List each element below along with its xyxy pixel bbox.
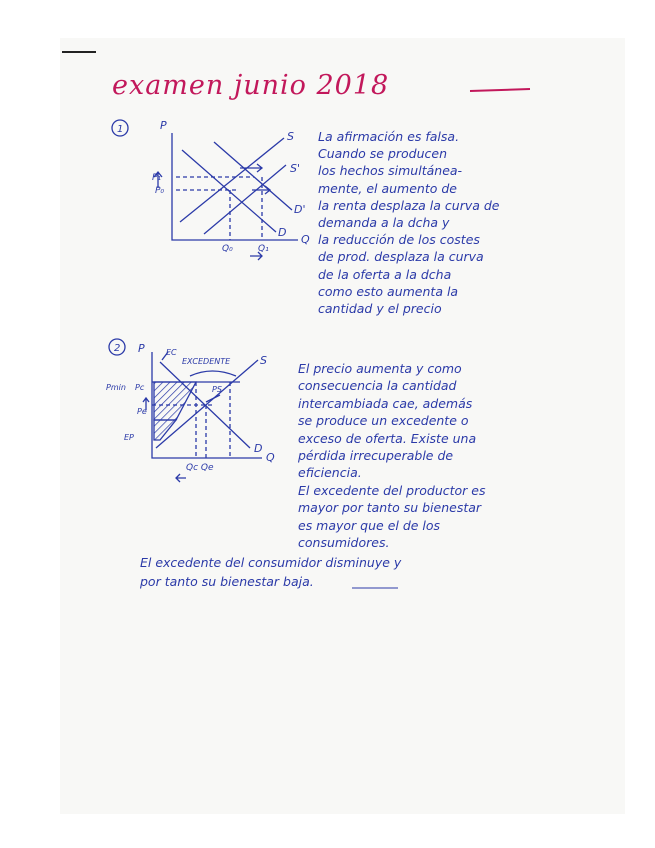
label-D: D bbox=[278, 226, 287, 239]
label-S: S bbox=[287, 130, 294, 143]
answer-1-line: demanda a la dcha y bbox=[318, 215, 450, 230]
answer-2-line: El precio aumenta y como bbox=[298, 361, 462, 376]
graph-1-axis-x: Q bbox=[301, 233, 310, 246]
answer-1-line: de la oferta a la dcha bbox=[318, 267, 452, 282]
label-Pc: Pc bbox=[135, 383, 145, 392]
question-2-number: 2 bbox=[114, 343, 121, 354]
answer-2-line: mayor por tanto su bienestar bbox=[298, 500, 482, 515]
answer-1-line: la reducción de los costes bbox=[318, 232, 480, 247]
question-1-number: 1 bbox=[117, 124, 124, 135]
answer-2-line: pérdida irrecuperable de bbox=[298, 448, 454, 463]
label-S: S bbox=[260, 354, 267, 367]
label-D: D bbox=[254, 442, 263, 455]
answer-2-line: eficiencia. bbox=[298, 465, 362, 480]
label-Pmin: Pmin bbox=[106, 383, 126, 392]
label-Q0: Q₀ bbox=[222, 244, 233, 254]
label-D-prime: D' bbox=[294, 203, 306, 216]
graph-2-axis-y: P bbox=[138, 342, 145, 355]
graph-2-axis-x: Q bbox=[266, 451, 275, 464]
answer-2-line: exceso de oferta. Existe una bbox=[298, 431, 477, 446]
answer-1-line: de prod. desplaza la curva bbox=[318, 249, 484, 264]
answer-2-extra-line: por tanto su bienestar baja. bbox=[140, 574, 314, 589]
answer-2-line: El excedente del productor es bbox=[298, 483, 486, 498]
graph-1-axis-y: P bbox=[160, 119, 167, 132]
answer-2-extra-line: El excedente del consumidor disminuye y bbox=[140, 555, 402, 570]
answer-1-line: mente, el aumento de bbox=[318, 181, 457, 196]
answer-2-line: es mayor que el de los bbox=[298, 518, 441, 533]
label-Pe: Pe bbox=[137, 407, 147, 416]
label-P0: P₀ bbox=[155, 186, 165, 196]
label-PS: PS bbox=[212, 385, 222, 394]
answer-2-line: intercambiada cae, además bbox=[298, 396, 473, 411]
answer-2-line: consumidores. bbox=[298, 535, 390, 550]
label-P1: P₁ bbox=[152, 173, 162, 183]
label-EP: EP bbox=[124, 433, 134, 442]
answer-2-line: se produce un excedente o bbox=[298, 413, 469, 428]
answer-1-line: cantidad y el precio bbox=[318, 301, 442, 316]
answer-1-line: La afirmación es falsa. bbox=[318, 129, 460, 144]
label-S-prime: S' bbox=[290, 162, 301, 175]
answer-1-line: la renta desplaza la curva de bbox=[318, 198, 500, 213]
answer-2-line: consecuencia la cantidad bbox=[298, 378, 457, 393]
answer-1-line: Cuando se producen bbox=[318, 146, 448, 161]
label-excedente: EXCEDENTE bbox=[182, 357, 231, 366]
label-EC: EC bbox=[166, 348, 177, 357]
label-Q1: Q₁ bbox=[258, 244, 269, 254]
answer-1-line: los hechos simultánea- bbox=[318, 163, 463, 178]
page-title: examen junio 2018 bbox=[112, 70, 390, 101]
label-Qc-Qe: Qc Qe bbox=[186, 463, 214, 473]
answer-1-line: como esto aumenta la bbox=[318, 284, 459, 299]
